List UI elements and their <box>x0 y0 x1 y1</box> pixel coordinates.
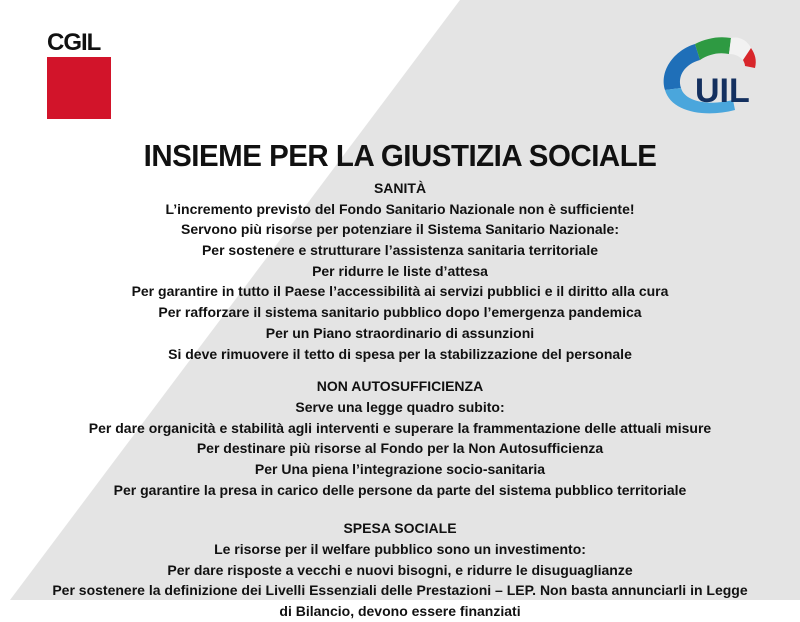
cgil-red-square <box>47 57 111 119</box>
cgil-logo-text: CGIL <box>47 29 101 56</box>
cgil-logo <box>47 29 111 119</box>
text-line: Per garantire la presa in carico delle persone da parte del sistema pubblico territoriale <box>113 481 687 498</box>
text-line: di Bilancio, devono essere finanziati <box>279 603 521 620</box>
text-line: Per dare organicità e stabilità agli interventi e superare la frammentazione delle attuali misure <box>88 419 712 436</box>
text-line: L’incremento previsto del Fondo Sanitario Nazionale non è sufficiente! <box>165 200 635 217</box>
document-body <box>0 178 800 622</box>
text-line: Per garantire in tutto il Paese l’accessibilità ai servizi pubblici e il diritto alla cura <box>131 283 669 300</box>
section-heading-spesa-sociale: SPESA SOCIALE <box>343 520 457 537</box>
text-line: Per Una piena l’integrazione socio-sanitaria <box>254 460 546 477</box>
text-line: Servono più risorse per potenziare il Sistema Sanitario Nazionale: <box>180 221 619 238</box>
uil-logo-text: UIL <box>695 72 750 110</box>
text-line: Per sostenere e strutturare l’assistenza sanitaria territoriale <box>201 242 599 259</box>
text-line: Per ridurre le liste d’attesa <box>312 262 488 279</box>
text-line: Per dare risposte a vecchi e nuovi bisogni, e ridurre le disuguaglianze <box>167 561 633 578</box>
text-line: Per rafforzare il sistema sanitario pubblico dopo l’emergenza pandemica <box>158 304 642 321</box>
text-line: Si deve rimuovere il tetto di spesa per la stabilizzazione del personale <box>168 345 632 362</box>
text-line: Serve una legge quadro subito: <box>295 398 505 415</box>
section-heading-non-autosufficienza: NON AUTOSUFFICIENZA <box>316 378 484 395</box>
text-line: Le risorse per il welfare pubblico sono un investimento: <box>214 541 586 557</box>
text-line: Per un Piano straordinario di assunzioni <box>265 324 535 341</box>
uil-logo <box>655 30 763 122</box>
section-heading-sanita: SANITÀ <box>373 180 427 196</box>
page-title: INSIEME PER LA GIUSTIZIA SOCIALE <box>143 138 657 173</box>
text-line: Per sostenere la definizione dei Livelli Essenziali delle Prestazioni – LEP. Non basta annunciarli in Legge <box>52 582 748 599</box>
text-line: Per destinare più risorse al Fondo per la Non Autosufficienza <box>196 440 604 457</box>
